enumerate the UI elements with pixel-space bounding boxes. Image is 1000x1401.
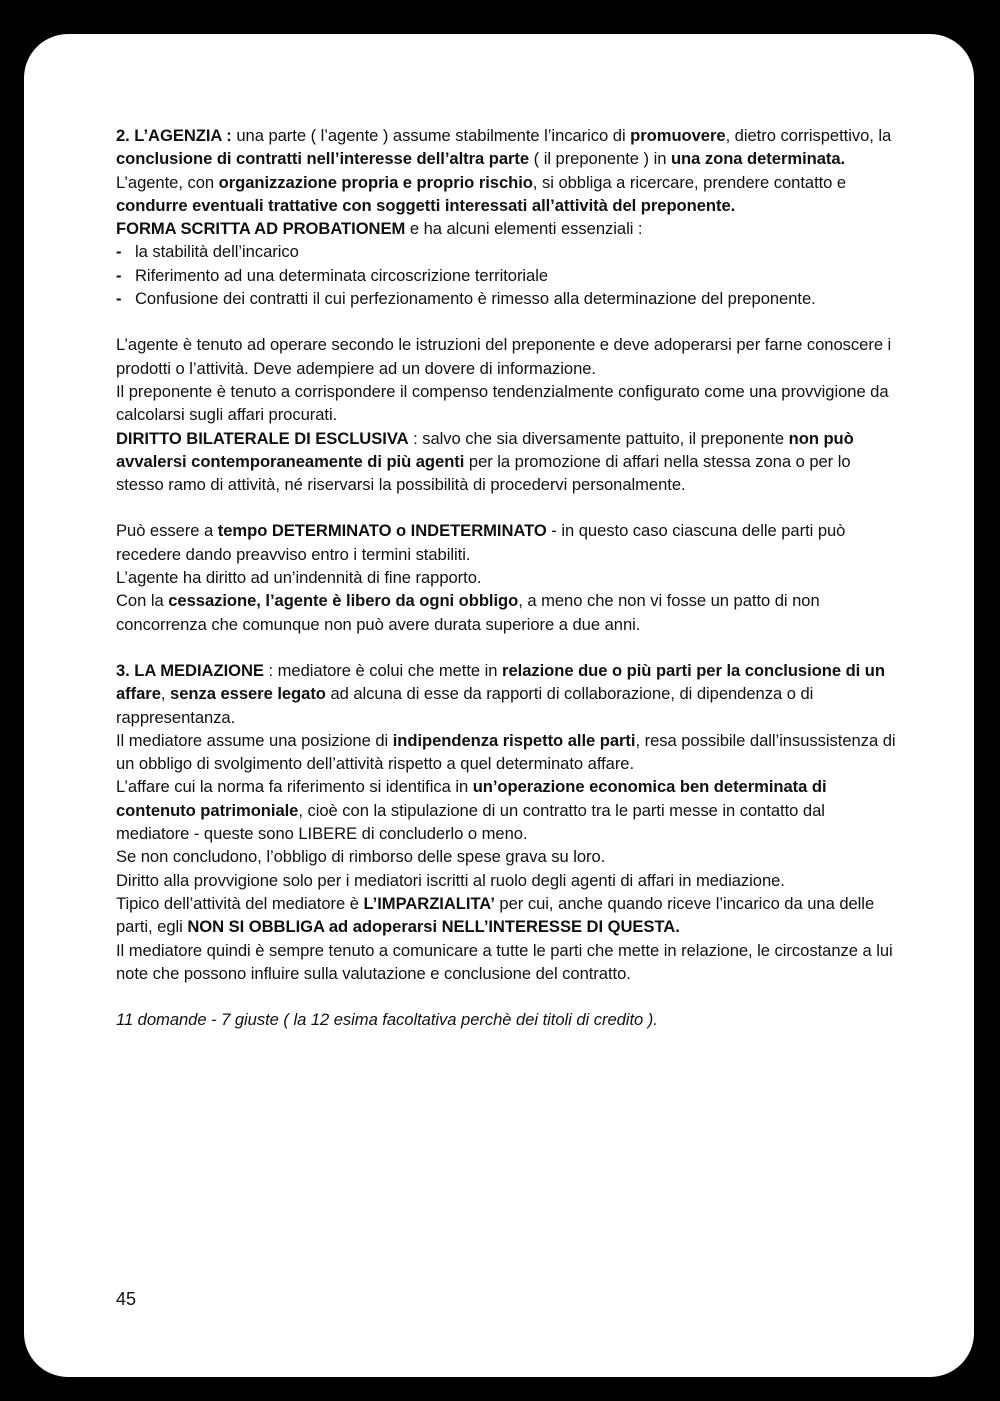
list-item-text: Confusione dei contratti il cui perfezionamento è rimesso alla determinazione del preponente. [135,289,816,309]
bold-text-run: indipendenza rispetto alle parti [392,730,636,750]
text-run: L’agente è tenuto ad operare secondo le istruzioni del preponente e deve adoperarsi per farne conoscere i prodotti o l’attività. Deve adempiere ad un dovere di informazione. [116,335,892,378]
list-item [116,240,896,263]
list-item [116,287,896,310]
bold-text-run: cessazione, l’agente è libero da ogni obbligo [168,591,519,611]
mediazione-imparzialita-paragraph [116,892,896,939]
text-run: , a meno che non vi fosse un patto di non concorrenza che comunque non può avere durata superiore a due anni. [116,591,820,634]
text-run: una parte ( l’agente ) assume stabilmente l’incarico di [231,126,631,145]
mediazione-affare-paragraph [116,775,896,845]
text-run: L’affare cui la norma fa riferimento si identifica in [116,777,473,797]
text-run: L’agente, con [116,172,219,192]
bold-text-run: NON SI OBBLIGA ad adoperarsi NELL’INTERESSE DI QUESTA. [187,917,680,937]
list-item-text: la stabilità dell’incarico [135,242,299,262]
text-run: Il mediatore assume una posizione di [116,730,393,750]
paragraph-spacer [116,636,896,659]
bold-text-run: una zona determinata. [670,149,846,169]
text-run: , resa possibile dall’insussistenza di un obbligo di svolgimento dell’attività rispetto a quel determinato affare. [116,730,896,774]
mediazione-provvigione-paragraph [116,869,896,892]
agenzia-compenso-paragraph [116,380,896,427]
text-run: Tipico dell’attività del mediatore è [116,893,364,913]
bold-text-run: FORMA SCRITTA AD PROBATIONEM [116,219,406,239]
text-run: per la promozione di affari nella stessa zona o per lo stesso ramo di attività, né riservarsi la possibilità di procedervi personalmente. [116,451,851,495]
text-run: Con la [116,591,169,611]
text-run: Il preponente è tenuto a corrispondere il compenso tendenzialmente configurato come una provvigione da calcolarsi sugli affari procurati. [116,381,889,425]
text-run: , [160,684,171,704]
page-content [116,124,896,1031]
agenzia-elements-list [116,240,896,310]
text-run: , cioè con la stipulazione di un contratto tra le parti messe in contatto dal mediatore - queste sono LIBERE di concluderlo o meno. [116,800,825,844]
agenzia-indennita-paragraph [116,566,896,589]
bold-text-run: condurre eventuali trattative con soggetti interessati all’attività del preponente. [116,195,736,215]
mediazione-comunicazione-paragraph [116,939,896,986]
text-run: ad alcuna di esse da rapporti di collaborazione, di dipendenza o di rappresentanza. [116,684,814,727]
text-run: Diritto alla provvigione solo per i mediatori iscritti al ruolo degli agenti di affari in mediazione. [116,870,785,890]
text-run: per cui, anche quando riceve l’incarico da una delle parti, egli [116,893,875,937]
agenzia-durata-paragraph [116,519,896,566]
text-run: e ha alcuni elementi essenziali : [405,219,643,239]
bold-text-run: relazione due o più parti per la conclusione di un affare [116,660,885,704]
paragraph-spacer [116,310,896,333]
text-run: Il mediatore quindi è sempre tenuto a comunicare a tutte le parti che mette in relazione, le circostanze a lui note che possono influire sulla valutazione e conclusione del contratto. [116,940,893,983]
mediazione-intro-paragraph [116,659,896,729]
mediazione-rimborso-paragraph [116,845,896,868]
text-run: ( il preponente ) in [529,149,671,169]
agenzia-cessazione-paragraph [116,589,896,636]
text-run: , si obbliga a ricercare, prendere contatto e [532,172,847,192]
agenzia-obligations-paragraph [116,171,896,218]
text-run: Se non concludono, l’obbligo di rimborso delle spese grava su loro. [116,847,606,867]
bold-text-run: tempo DETERMINATO o INDETERMINATO [217,521,547,541]
exam-note: 11 domande - 7 giuste ( la 12 esima facoltativa perchè dei titoli di credito ). [116,1010,658,1030]
text-run: : salvo che sia diversamente pattuito, il preponente [408,428,789,448]
paragraph-spacer [116,985,896,1008]
bold-text-run: DIRITTO BILATERALE DI ESCLUSIVA [116,428,409,448]
agenzia-forma-paragraph [116,217,896,240]
dash-bullet: - [116,289,122,309]
bold-text-run: 3. LA MEDIAZIONE [116,660,264,680]
document-page [24,34,974,1377]
bold-text-run: senza essere legato [170,684,326,704]
text-run: - in questo caso ciascuna delle parti può recedere dando preavviso entro i termini stabiliti. [116,521,846,564]
text-run: L’agente ha diritto ad un’indennità di fine rapporto. [116,568,482,588]
bold-text-run: conclusione di contratti nell’interesse dell’altra parte [116,149,530,169]
agenzia-istruzioni-paragraph [116,333,896,380]
text-run: : mediatore è colui che mette in [263,660,503,680]
mediazione-indipendenza-paragraph [116,729,896,776]
page-number: 45 [116,1289,137,1309]
list-item [116,264,896,287]
dash-bullet: - [116,242,122,262]
bold-text-run: L’IMPARZIALITA’ [363,893,495,913]
text-run: Può essere a [116,521,218,541]
dash-bullet: - [116,265,122,285]
bold-text-run: 2. L’AGENZIA : [116,126,232,145]
agenzia-intro-paragraph [116,124,896,171]
text-run: , dietro corrispettivo, la [725,126,892,145]
bold-text-run: organizzazione propria e proprio rischio [218,172,533,192]
bold-text-run: promuovere [630,126,726,145]
agenzia-esclusiva-paragraph [116,427,896,497]
paragraph-spacer [116,496,896,519]
bold-text-run: non può avvalersi contemporaneamente di più agenti [116,428,854,471]
list-item-text: Riferimento ad una determinata circoscrizione territoriale [135,265,549,285]
bold-text-run: un’operazione economica ben determinata di contenuto patrimoniale [116,777,827,820]
